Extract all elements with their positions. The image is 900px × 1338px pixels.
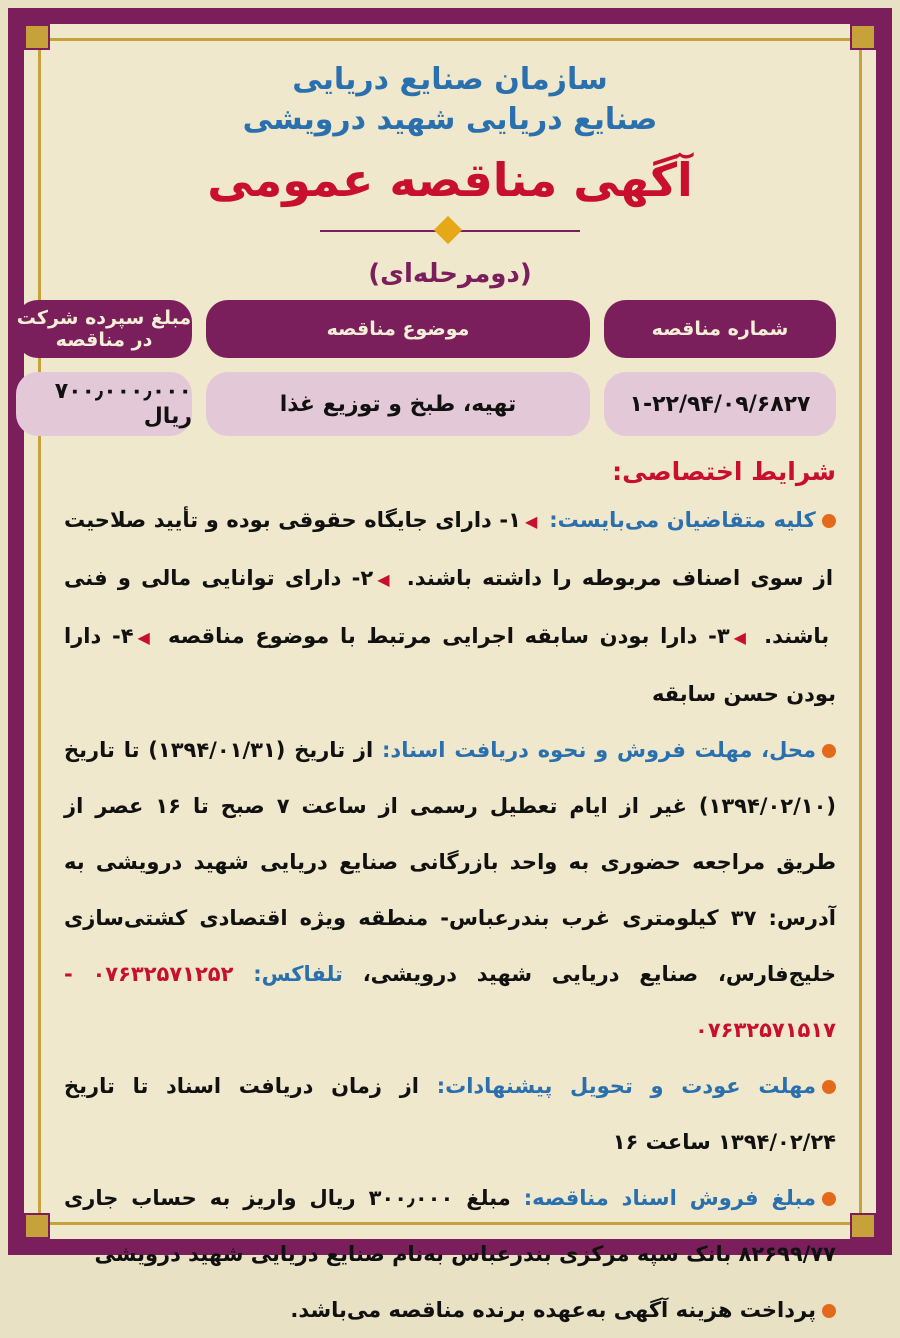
phone-label: تلفاکس:: [253, 962, 343, 986]
document-price-head: مبلغ فروش اسناد مناقصه:: [523, 1186, 816, 1210]
proposal-deadline-text: از زمان دریافت اسناد تا تاریخ ۱۳۹۴/۰۲/۲۴ ساعت ۱۶: [64, 1074, 836, 1154]
cell-tender-number: ۱-۲۲/۹۴/۰۹/۶۸۲۷: [604, 372, 836, 436]
eligibility-paragraph: [64, 492, 836, 722]
arrow-icon: ◀: [377, 570, 393, 589]
eligibility-item-4: ۴- دارا بودن حسن سابقه: [64, 624, 836, 706]
arrow-icon: ◀: [733, 628, 750, 647]
title-divider: [320, 218, 580, 244]
notice-frame: [8, 8, 892, 1322]
header-tender-number: شماره مناقصه: [604, 300, 836, 358]
eligibility-item-1: ۱- دارای جایگاه حقوقی بوده و تأیید صلاحیت از سوی اصناف مربوطه را داشته باشند.: [64, 508, 834, 590]
corner-ornament: [850, 1213, 876, 1239]
cell-deposit-amount: ۷۰۰٫۰۰۰٫۰۰۰ ریال: [16, 372, 192, 436]
organization-name: سازمان صنایع دریایی: [292, 62, 608, 97]
proposal-deadline-head: مهلت عودت و تحویل پیشنهادات:: [436, 1074, 817, 1098]
eligibility-head: کلیه متقاضیان می‌بایست:: [549, 508, 816, 532]
arrow-icon: ◀: [137, 628, 154, 647]
bullet-icon: [822, 1192, 836, 1206]
header-tender-subject: موضوع مناقصه: [206, 300, 590, 358]
tender-table: [16, 300, 836, 448]
ad-cost-text: پرداخت هزینه آگهی به‌عهده برنده مناقصه می‌باشد.: [290, 1298, 816, 1322]
document-price-text: مبلغ ۳۰۰٫۰۰۰ ریال واریز به حساب جاری ۸۲۶۹۹/۷۷ بانک سپه مرکزی بندرعباس به‌نام صنایع دریایی شهید درویشی: [64, 1186, 836, 1266]
documents-head: محل، مهلت فروش و نحوه دریافت اسناد:: [382, 738, 817, 762]
bullet-icon: [822, 514, 836, 528]
bullet-icon: [822, 1304, 836, 1318]
bullet-icon: [822, 744, 836, 758]
diamond-icon: [434, 216, 462, 244]
corner-ornament: [24, 24, 50, 50]
conditions-title: شرایط اختصاصی:: [612, 457, 836, 486]
arrow-icon: ◀: [524, 512, 538, 531]
phone-numbers: ۰۷۶۳۲۵۷۱۲۵۲ - ۰۷۶۳۲۵۷۱۵۱۷: [64, 962, 836, 1042]
company-name: صنایع دریایی شهید درویشی: [242, 102, 658, 137]
eligibility-item-2: ۲- دارای توانایی مالی و فنی باشند.: [64, 566, 830, 648]
corner-ornament: [850, 24, 876, 50]
notice-title: آگهی مناقصه عمومی: [207, 153, 693, 207]
header-deposit-amount: مبلغ سپرده شرکت در مناقصه: [16, 300, 192, 358]
document-price-paragraph: [64, 1170, 836, 1282]
eligibility-item-3: ۳- دارا بودن سابقه اجرایی مرتبط با موضوع مناقصه: [167, 624, 730, 648]
documents-paragraph: [64, 722, 836, 1058]
ad-cost-paragraph: [64, 1282, 836, 1338]
cell-tender-subject: تهیه، طبخ و توزیع غذا: [206, 372, 590, 436]
proposal-deadline-paragraph: [64, 1058, 836, 1170]
tender-stage: (دومرحله‌ای): [368, 259, 532, 289]
notice-content: [16, 60, 837, 1322]
documents-text: از تاریخ (۱۳۹۴/۰۱/۳۱) تا تاریخ (۱۳۹۴/۰۲/۱۰) غیر از ایام تعطیل رسمی از ساعت ۷ صبح تا ۱۶ عصر از طریق مراجعه حضوری به واحد بازرگانی صنایع دریایی شهید درویشی به آدرس: ۳۷ کیلومتری غرب بندرعباس- منطقه ویژه اقتصادی کشتی‌سازی خلیج‌فارس، صنایع دریایی شهید درویشی،: [64, 738, 837, 986]
corner-ornament: [24, 1213, 50, 1239]
bullet-icon: [822, 1080, 836, 1094]
